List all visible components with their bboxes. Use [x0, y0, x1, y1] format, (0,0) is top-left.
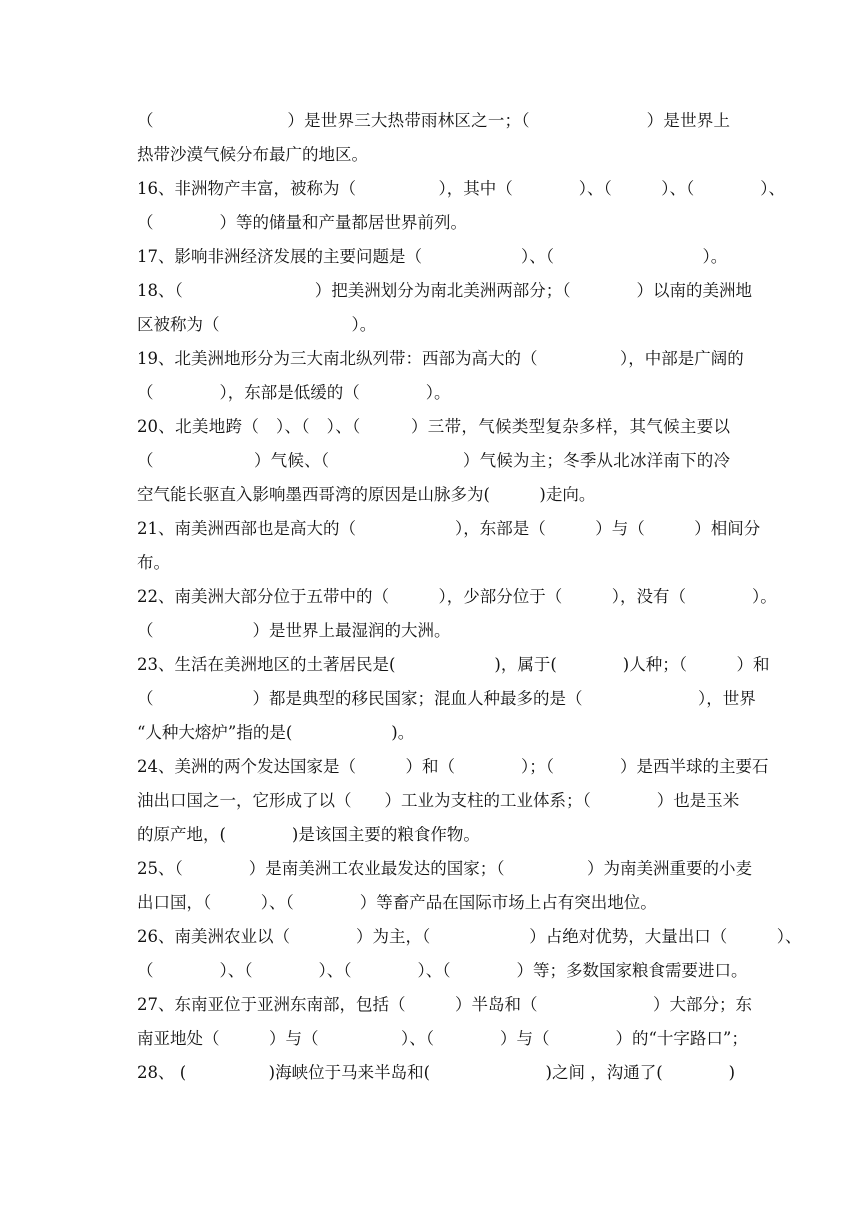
- text-line-6: 18、（ ）把美洲划分为南北美洲两部分；（ ）以南的美洲地: [137, 281, 752, 300]
- text-line-28: 南亚地处（ ）与（ ）、（ ）与（ ）的“十字路口”；: [137, 1029, 748, 1048]
- text-line-24: 出口国，（ ）、（ ）等畜产品在国际市场上占有突出地位。: [137, 893, 657, 912]
- text-line-13: 21、南美洲西部也是高大的（ ），东部是（ ）与（ ）相间分: [137, 519, 761, 538]
- text-line-15: 22、南美洲大部分位于五带中的（ ），少部分位于（ ），没有（ ）。: [137, 587, 777, 606]
- text-line-11: （ ）气候、（ ）气候为主；冬季从北冰洋南下的冷: [137, 451, 730, 470]
- text-line-12: 空气能长驱直入影响墨西哥湾的原因是山脉多为( )走向。: [137, 485, 596, 504]
- text-line-14: 布。: [137, 553, 170, 572]
- text-line-17: 23、生活在美洲地区的土著居民是( )，属于( )人种；（ ）和: [137, 655, 770, 674]
- text-line-4: （ ）等的储量和产量都居世界前列。: [137, 213, 467, 232]
- text-line-5: 17、影响非洲经济发展的主要问题是（ ）、（ ）。: [137, 247, 728, 266]
- text-line-7: 区被称为（ ）。: [137, 315, 377, 334]
- text-line-8: 19、北美洲地形分为三大南北纵列带：西部为高大的（ ），中部是广阔的: [137, 349, 744, 368]
- text-line-18: （ ）都是典型的移民国家；混血人种最多的是（ ），世界: [137, 689, 756, 708]
- text-line-19: “人种大熔炉”指的是( )。: [137, 723, 415, 742]
- text-line-23: 25、（ ）是南美洲工农业最发达的国家；（ ）为南美洲重要的小麦: [137, 859, 752, 878]
- text-line-20: 24、美洲的两个发达国家是（ ）和（ ）；（ ）是西半球的主要石: [137, 757, 769, 776]
- text-line-29: 28、 ( )海峡位于马来半岛和( )之间 ，沟通了( ): [137, 1063, 736, 1082]
- text-line-2: 热带沙漠气候分布最广的地区。: [137, 145, 368, 164]
- text-line-22: 的原产地，( )是该国主要的粮食作物。: [137, 825, 480, 844]
- text-line-3: 16、非洲物产丰富，被称为（ ），其中（ ）、（ ）、（ ）、: [137, 179, 785, 198]
- text-line-9: （ ），东部是低缓的（ ）。: [137, 383, 451, 402]
- text-line-25: 26、南美洲农业以（ ）为主，（ ）占绝对优势，大量出口（ ）、: [137, 927, 802, 946]
- text-line-26: （ ）、（ ）、（ ）、（ ）等；多数国家粮食需要进口。: [137, 961, 748, 980]
- text-line-16: （ ）是世界上最湿润的大洲。: [137, 621, 451, 640]
- text-line-21: 油出口国之一，它形成了以（ ）工业为支柱的工业体系；（ ）也是玉米: [137, 791, 740, 810]
- text-line-1: （ ）是世界三大热带雨林区之一；（ ）是世界上: [137, 111, 730, 130]
- text-line-10: 20、北美地跨（ ）、（ ）、（ ）三带，气候类型复杂多样，其气候主要以: [137, 417, 730, 436]
- text-line-27: 27、东南亚位于亚洲东南部，包括（ ）半岛和（ ）大部分；东: [137, 995, 752, 1014]
